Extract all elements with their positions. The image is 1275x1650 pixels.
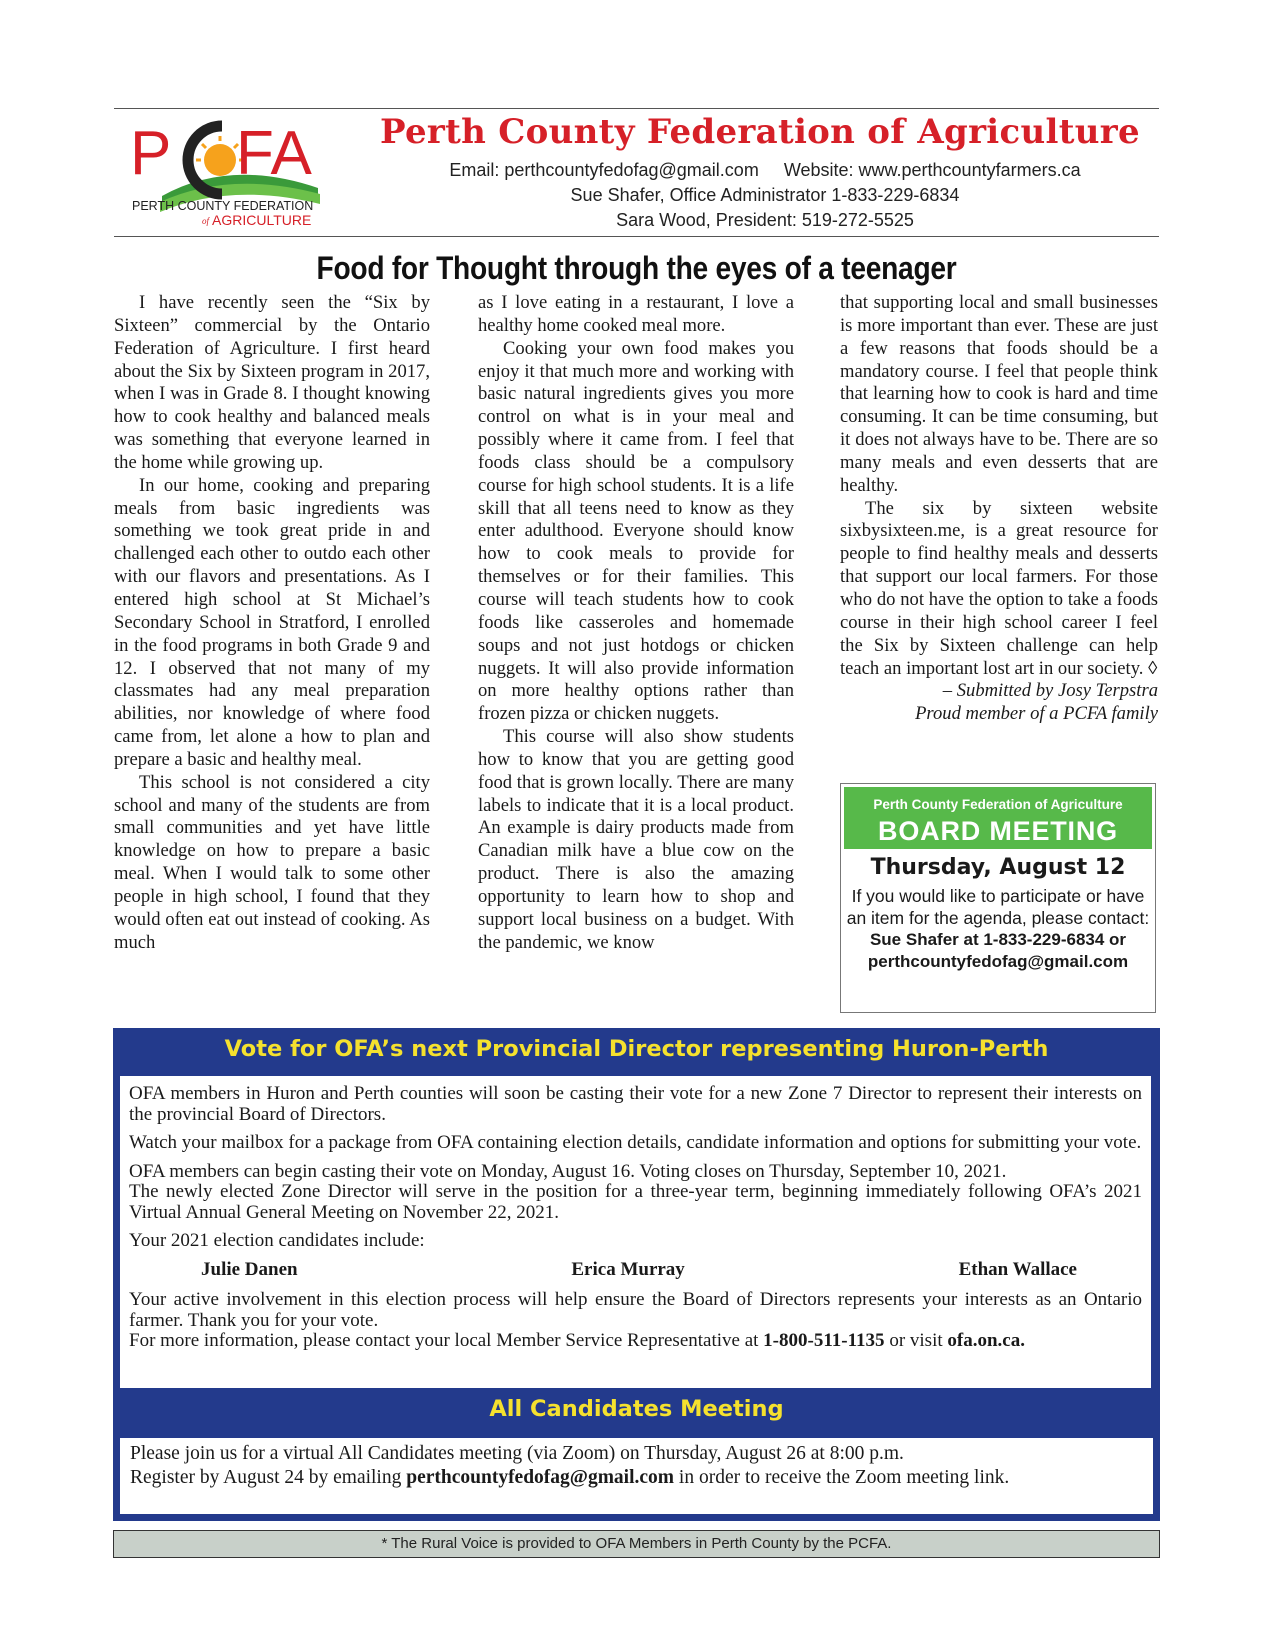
vote-title: Vote for OFA’s next Provincial Director representing Huron-Perth — [224, 1036, 1049, 1062]
footer-note: * The Rural Voice is provided to OFA Members in Perth County by the PCFA. — [113, 1530, 1160, 1558]
logo-subtitle-of: of — [202, 216, 210, 226]
acm-register-post: in order to receive the Zoom meeting link. — [674, 1467, 1010, 1488]
article-paragraph: This school is not considered a city school and many of the students are from small communities and yet have little knowledge on how to prepare a basic meal. When I would talk to some other people in high school, I found that they would often eat out instead of cooking. As much — [114, 771, 430, 953]
board-date: Thursday, August 12 — [870, 855, 1126, 880]
top-rule — [114, 108, 1159, 109]
all-candidates-box — [113, 1388, 1160, 1521]
board-title: BOARD MEETING — [878, 816, 1118, 846]
acm-email-link[interactable]: perthcountyfedofag@gmail.com — [406, 1467, 675, 1488]
vote-content — [120, 1076, 1151, 1420]
acm-line-2 — [130, 1466, 1143, 1490]
vote-paragraph: Your active involvement in this election process will help ensure the Board of Directors represents your interests as an Ontario farmer. Thank you for your vote. — [129, 1289, 1142, 1331]
board-meeting-box — [840, 783, 1156, 1013]
candidate-list — [129, 1260, 1142, 1281]
article-paragraph: Cooking your own food makes you enjoy it that much more and working with basic natural ingredients gives you more control on what is in your meal and possibly where it came from. I feel that foods class should be a compulsory course for high school students. It is a life skill that all teens need to know as they enter adulthood. Everyone should know how to cook meals to provide for themselves or for their families. This course will teach students how to cook foods like casseroles and homemade soups and not just hotdogs or chicken nuggets. It will also provide information on more healthy options rather than frozen pizza or chicken nuggets. — [478, 337, 794, 725]
vote-paragraph: Your 2021 election candidates include: — [129, 1230, 425, 1251]
ofa-website-link[interactable]: ofa.on.ca. — [947, 1330, 1025, 1351]
article-paragraph: I have recently seen the “Six by Sixteen” commercial by the Ontario Federation of Agriculture. I first heard about the Six by Sixteen program in 2017, when I was in Grade 8. I thought knowing how to cook healthy and balanced meals was something that everyone learned in the home while growing up. — [114, 292, 430, 473]
more-info-text: For more information, please contact your local Member Service Representative at — [129, 1330, 764, 1351]
article-signature: – Submitted by Josy Terpstra — [942, 680, 1158, 702]
acm-title: All Candidates Meeting — [489, 1396, 784, 1422]
board-contact-email: perthcountyfedofag@gmail.com — [867, 952, 1129, 971]
vote-paragraph: OFA members in Huron and Perth counties will soon be casting their vote for a new Zone 7 Director to represent their interests on the provincial Board of Directors. — [129, 1083, 1142, 1125]
org-title: Perth County Federation of Agriculture — [380, 112, 1140, 152]
acm-register-text: Register by August 24 by emailing — [130, 1467, 407, 1488]
vote-more-info — [129, 1331, 1142, 1352]
candidate-name: Julie Danen — [201, 1258, 298, 1280]
vote-box — [113, 1028, 1160, 1440]
article-paragraph: that supporting local and small businesses is more important than ever. These are just a few reasons that foods should be a mandatory course. I feel that people think that learning how to cook is hard and time consuming. It can be time consuming, but it does not always have to be. There are so many meals and even desserts that are healthy. — [840, 292, 1158, 496]
logo-p: P — [130, 119, 172, 188]
logo-fa: FA — [236, 119, 312, 188]
vote-paragraph: Watch your mailbox for a package from OFA containing election details, candidate information and options for submitting your vote. — [129, 1132, 1142, 1153]
board-contact-phone: Sue Shafer at 1-833-229-6834 or — [869, 930, 1127, 949]
more-info-mid: or visit — [884, 1330, 948, 1351]
article-column-3 — [840, 292, 1158, 762]
contact-email-website: Email: perthcountyfedofag@gmail.com Website: www.perthcountyfarmers.ca — [449, 160, 1081, 180]
pcfa-logo — [130, 118, 340, 230]
logo-subtitle-1: PERTH COUNTY FEDERATION — [132, 199, 314, 213]
header-rule — [114, 236, 1159, 237]
article-paragraph: The six by sixteen website sixbysixteen.me, is a great resource for people to find healthy meals and desserts that support our local farmers. For those who do not have the option to take a foods course in their high school career I feel the Six by Sixteen challenge can help teach an important lost art in our society. ◊ — [840, 497, 1158, 679]
article-signature-affiliation: Proud member of a PCFA family — [915, 703, 1158, 725]
msr-phone: 1-800-511-1135 — [763, 1330, 885, 1351]
article-column-2 — [478, 292, 794, 1022]
article-headline: Food for Thought through the eyes of a teenager — [316, 250, 957, 286]
acm-content — [120, 1438, 1153, 1514]
acm-line-1: Please join us for a virtual All Candidates meeting (via Zoom) on Thursday, August 26 at 8:00 p.m. — [130, 1443, 904, 1464]
contact-president: Sara Wood, President: 519-272-5525 — [616, 210, 914, 230]
contact-office-admin: Sue Shafer, Office Administrator 1-833-229-6834 — [570, 185, 960, 205]
article-paragraph: as I love eating in a restaurant, I love a healthy home cooked meal more. — [478, 292, 794, 336]
vote-paragraph: OFA members can begin casting their vote on Monday, August 16. Voting closes on Thursday, September 10, 2021. — [129, 1160, 1007, 1182]
board-body: If you would like to participate or have an item for the agenda, please contact: — [846, 886, 1150, 928]
candidate-name: Erica Murray — [571, 1258, 685, 1280]
board-meeting-banner — [844, 787, 1152, 849]
board-org: Perth County Federation of Agriculture — [873, 797, 1123, 812]
article-paragraph: This course will also show students how to know that you are getting good food that is grown locally. There are many labels to indicate that it is a local product. An example is dairy products made from Canadian milk have a blue cow on the product. There is also the amazing opportunity to learn how to shop and support local business on a budget. With the pandemic, we know — [478, 726, 794, 953]
logo-subtitle-2: AGRICULTURE — [212, 212, 312, 228]
vote-paragraph: The newly elected Zone Director will serve in the position for a three-year term, beginning immediately following OFA’s 2021 Virtual Annual General Meeting on November 22, 2021. — [129, 1181, 1142, 1223]
candidate-name: Ethan Wallace — [958, 1258, 1077, 1280]
article-column-1 — [114, 292, 430, 1022]
article-paragraph: In our home, cooking and preparing meals from basic ingredients was something we took great pride in and challenged each other to outdo each other with our flavors and presentations. As I entered high school at St Michael’s Secondary School in Stratford, I enrolled in the food programs in both Grade 9 and 12. I observed that not many of my classmates had any meal preparation abilities, nor knowledge of where food came from, let alone a how to plan and prepare a basic and healthy meal. — [114, 474, 430, 770]
